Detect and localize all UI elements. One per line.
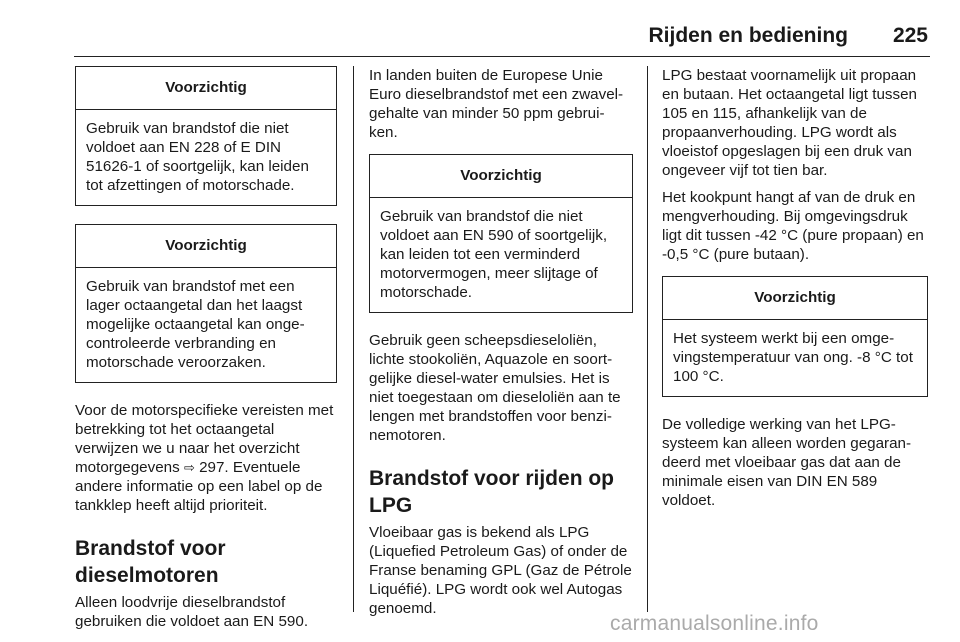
caution-box-temperature	[662, 276, 928, 397]
page-ref-arrow-icon: ⇨	[183, 460, 195, 475]
boiling-point-paragraph: Het kookpunt hangt af van de druk en mengverhouding. Bij omgevingsdruk ligt dit tussen -42 °C (pure propaan) en -0,5 °C (pure butaan).	[662, 189, 924, 263]
lpg-intro-paragraph: Vloeibaar gas is bekend als LPG (Liquefied Petroleum Gas) of onder de Franse benaming GPL (Gaz de Pétrole Liquéfié). LPG wordt ook wel Autogas genoemd.	[369, 524, 632, 617]
page-reference-link[interactable]: 297	[199, 459, 225, 476]
lpg-composition-paragraph: LPG bestaat voornamelijk uit propaan en butaan. Het octaangetal ligt tussen 105 en 115, afhankelijk van de propaanverhouding. LPG wordt als vloeistof opgeslagen bij een druk van ongeveer vijf tot tien bar.	[662, 67, 917, 179]
caution-title: Voorzichtig	[370, 155, 632, 198]
column-2	[369, 66, 633, 626]
watermark: carmanualsonline.info	[610, 612, 819, 635]
sulfur-paragraph: In landen buiten de Europese Unie Euro dieselbrandstof met een zwavel-gehalte van minder 50 ppm gebrui-ken.	[369, 67, 624, 141]
caution-text: Gebruik van brandstof met een lager octaangetal dan het laagst mogelijke octaangetal kan onge-controleerde verbranding en motorschade veroorzaken.	[86, 278, 305, 371]
caution-text: Gebruik van brandstof die niet voldoet aan EN 228 of E DIN 51626-1 of soortgelijk, kan leiden tot afzettingen of motorschade.	[86, 120, 309, 194]
octane-text-b: . Eventuele andere informatie op een label op de tankklep heeft altijd prioriteit.	[75, 459, 323, 514]
caution-title: Voorzichtig	[76, 67, 336, 110]
caution-box-octane	[75, 224, 337, 383]
octane-text-a: Voor de motorspecifieke vereisten met betrekking tot het octaangetal verwijzen we u naar het overzicht motorgegevens	[75, 402, 334, 476]
diesel-oil-paragraph: Gebruik geen scheepsdieseloliën, lichte stookoliën, Aquazole en soort-gelijke diesel-water emulsies. Het is niet toegestaan om dieseloliën aan te lengen met brandstoffen voor benzi-nemotoren.	[369, 332, 621, 444]
caution-title: Voorzichtig	[663, 277, 927, 320]
page-number: 225	[892, 24, 928, 47]
caution-text: Gebruik van brandstof die niet voldoet aan EN 590 of soortgelijk, kan leiden tot een verminderd motorvermogen, meer slijtage of motorschade.	[380, 208, 608, 301]
header-rule	[74, 56, 930, 57]
heading-lpg: Brandstof voor rijden op LPG	[369, 467, 615, 517]
octane-paragraph	[75, 401, 337, 515]
section-title: Rijden en bediening	[648, 24, 848, 47]
caution-box-fuel-standard	[75, 66, 337, 206]
column-divider	[647, 66, 648, 612]
column-divider	[353, 66, 354, 612]
caution-title: Voorzichtig	[76, 225, 336, 268]
column-1	[75, 66, 337, 639]
column-3	[662, 66, 928, 518]
page-header	[0, 24, 928, 54]
caution-box-diesel	[369, 154, 633, 313]
diesel-paragraph: Alleen loodvrije dieselbrandstof gebruiken die voldoet aan EN 590.	[75, 594, 309, 630]
lpg-system-paragraph: De volledige werking van het LPG-systeem kan alleen worden gegaran-deerd met vloeibaar gas dat aan de minimale eisen van DIN EN 589 voldoet.	[662, 416, 912, 509]
heading-diesel: Brandstof voor dieselmotoren	[75, 537, 226, 587]
caution-text: Het systeem werkt bij een omge-vingstemperatuur van ong. -8 °C tot 100 °C.	[673, 330, 913, 385]
